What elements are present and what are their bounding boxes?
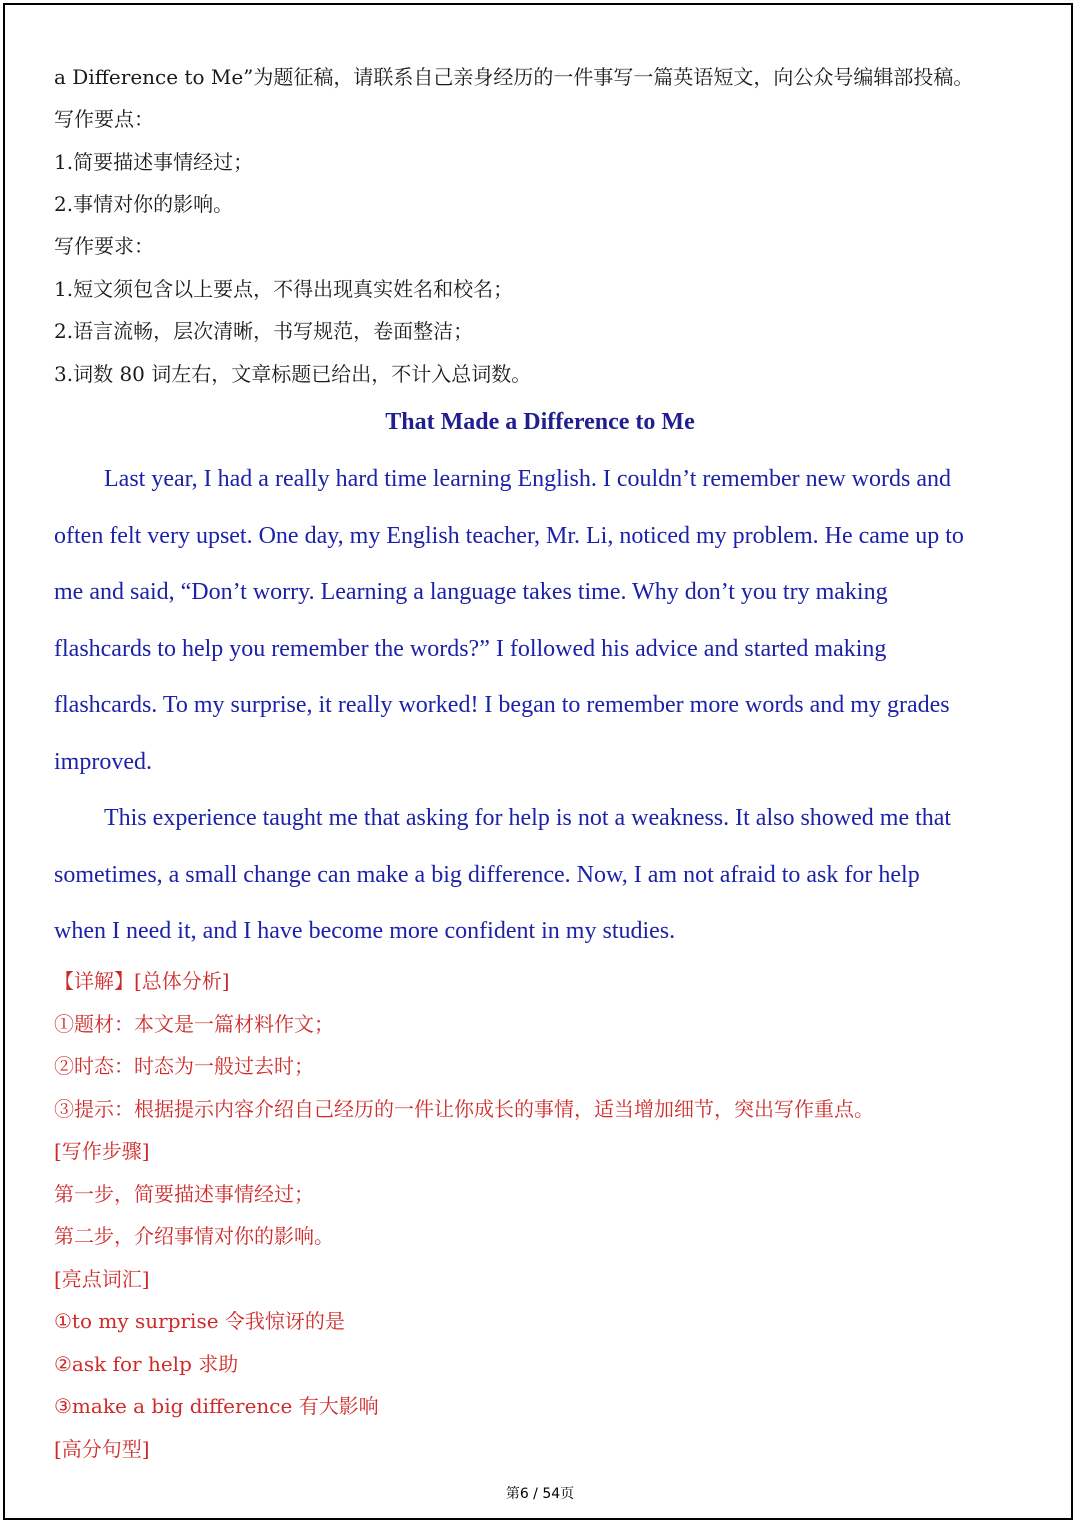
analysis-line: 第二步，介绍事情对你的影响。 bbox=[54, 1224, 334, 1248]
prompt-line: 写作要求： bbox=[54, 234, 154, 258]
essay-line: me and said, “Don’t worry. Learning a language takes time. Why don’t you try making bbox=[54, 579, 888, 605]
analysis-line: ②ask for help 求助 bbox=[54, 1352, 239, 1376]
analysis-line: ①题材：本文是一篇材料作文； bbox=[54, 1012, 334, 1036]
analysis-line: [亮点词汇] bbox=[54, 1267, 150, 1291]
prompt-line: 3.词数 80 词左右，文章标题已给出，不计入总词数。 bbox=[54, 362, 532, 386]
analysis-line: ③提示：根据提示内容介绍自己经历的一件让你成长的事情，适当增加细节，突出写作重点。 bbox=[54, 1097, 874, 1121]
prompt-line: 1.短文须包含以上要点，不得出现真实姓名和校名； bbox=[54, 277, 514, 301]
essay-line: often felt very upset. One day, my English teacher, Mr. Li, noticed my problem. He came up to bbox=[54, 523, 964, 549]
essay-line: when I need it, and I have become more confident in my studies. bbox=[54, 918, 676, 944]
analysis-heading-rest: [总体分析] bbox=[134, 969, 230, 993]
essay-line: flashcards to help you remember the words?” I followed his advice and started making bbox=[54, 636, 887, 662]
prompt-line: a Difference to Me”为题征稿，请联系自己亲身经历的一件事写一篇英语短文，向公众号编辑部投稿。 bbox=[54, 65, 974, 89]
prompt-line: 写作要点： bbox=[54, 107, 154, 131]
analysis-heading bbox=[54, 969, 230, 993]
essay-title: That Made a Difference to Me bbox=[385, 409, 695, 435]
essay-line: Last year, I had a really hard time learning English. I couldn’t remember new words and bbox=[104, 466, 951, 492]
analysis-line: [高分句型] bbox=[54, 1437, 150, 1461]
document-page bbox=[3, 3, 1073, 1520]
analysis-line: ①to my surprise 令我惊讶的是 bbox=[54, 1309, 345, 1333]
analysis-line: [写作步骤] bbox=[54, 1139, 150, 1163]
analysis-heading-tag: 【详解】 bbox=[54, 969, 134, 993]
prompt-line: 2.语言流畅，层次清晰，书写规范，卷面整洁； bbox=[54, 319, 474, 343]
essay-line: flashcards. To my surprise, it really worked! I began to remember more words and my grades bbox=[54, 692, 950, 718]
analysis-line: 第一步，简要描述事情经过； bbox=[54, 1182, 314, 1206]
prompt-line: 1.简要描述事情经过； bbox=[54, 150, 254, 174]
page-number: 第6 / 54页 bbox=[505, 1486, 575, 1502]
prompt-line: 2.事情对你的影响。 bbox=[54, 192, 234, 216]
essay-line: This experience taught me that asking for help is not a weakness. It also showed me that bbox=[104, 805, 952, 831]
analysis-line: ②时态：时态为一般过去时； bbox=[54, 1054, 314, 1078]
analysis-line: ③make a big difference 有大影响 bbox=[54, 1394, 379, 1418]
essay-line: improved. bbox=[54, 749, 152, 775]
essay-line: sometimes, a small change can make a big difference. Now, I am not afraid to ask for help bbox=[54, 862, 920, 888]
